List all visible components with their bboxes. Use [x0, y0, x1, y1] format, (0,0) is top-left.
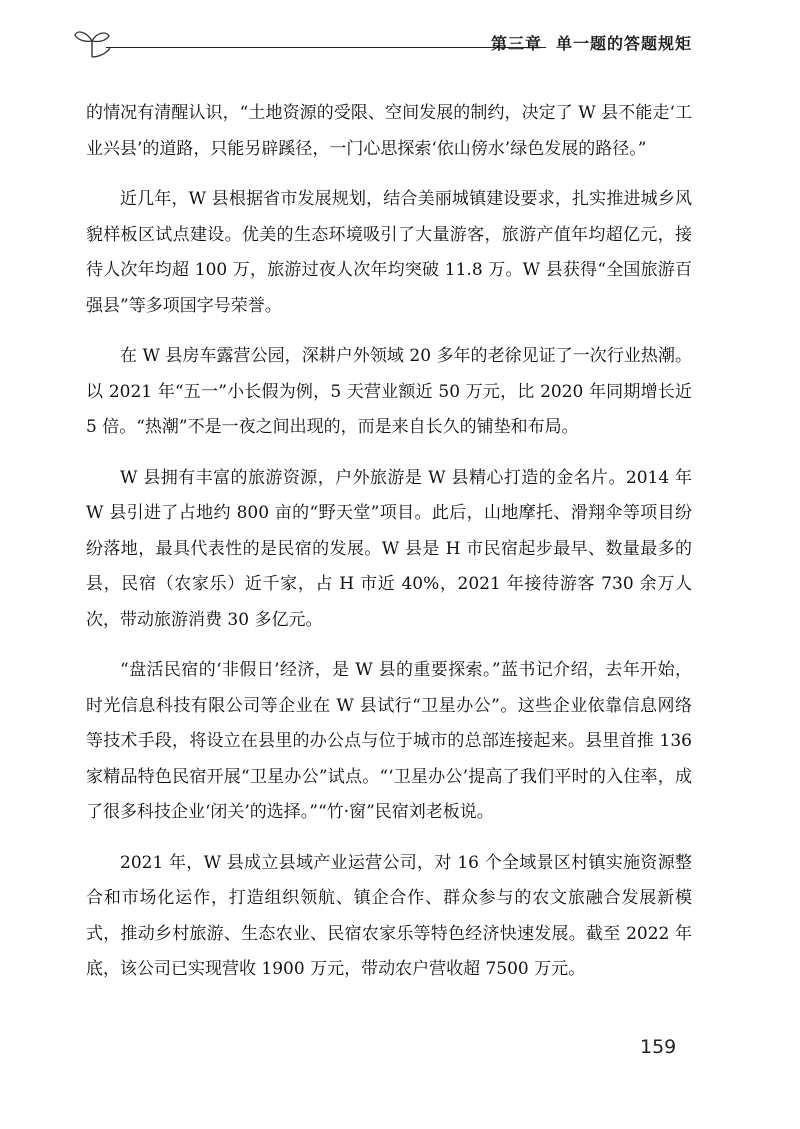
paragraph: 在 W 县房车露营公园，深耕户外领域 20 多年的老徐见证了一次行业热潮。以 2021 年“五一”小长假为例，5 天营业额近 50 万元，比 2020 年同期增长近 5 倍。“热潮”不是一夜之间出现的，而是来自长久的铺垫和布局。	[86, 346, 692, 437]
header-divider	[106, 47, 546, 48]
paragraph: “盘活民宿的‘非假日’经济，是 W 县的重要探索。”蓝书记介绍，去年开始，时光信息科技有限公司等企业在 W 县试行“卫星办公”。这些企业依靠信息网络等技术手段，将设立在县里的办公点与位于城市的总部连接起来。县里首推 136 家精品特色民宿开展“卫星办公”试点。“‘卫星办公’提高了我们平时的入住率，成了很多科技企业‘闭关’的选择。”“竹·窗”民宿刘老板说。	[86, 660, 692, 822]
chapter-title: 单一题的答题规矩	[555, 34, 692, 53]
body-text	[86, 96, 692, 1003]
sprout-icon	[72, 26, 112, 60]
running-header	[491, 31, 692, 54]
paragraph: 2021 年，W 县成立县域产业运营公司，对 16 个全域景区村镇实施资源整合和市场化运作，打造组织领航、镇企合作、群众参与的农文旅融合发展新模式，推动乡村旅游、生态农业、民宿农家乐等特色经济快速发展。截至 2022 年底，该公司已实现营收 1900 万元，带动农户营收超 7500 万元。	[86, 852, 692, 979]
page-number: 159	[640, 1036, 677, 1058]
paragraph: W 县拥有丰富的旅游资源，户外旅游是 W 县精心打造的金名片。2014 年 W 县引进了占地约 800 亩的“野天堂”项目。此后，山地摩托、滑翔伞等项目纷纷落地，最具代表性的是民宿的发展。W 县是 H 市民宿起步最早、数量最多的县，民宿（农家乐）近千家，占 H 市近 40%，2021 年接待游客 730 余万人次，带动旅游消费 30 多亿元。	[86, 467, 692, 630]
paragraph: 的情况有清醒认识，“土地资源的受限、空间发展的制约，决定了 W 县不能走‘工业兴县’的道路，只能另辟蹊径，一门心思探索‘依山傍水’绿色发展的路径。”	[86, 103, 692, 159]
paragraph: 近几年，W 县根据省市发展规划，结合美丽城镇建设要求，扎实推进城乡风貌样板区试点建设。优美的生态环境吸引了大量游客，旅游产值年均超亿元，接待人次年均超 100 万，旅游过夜人次年均突破 11.8 万。W 县获得“全国旅游百强县”等多项国字号荣誉。	[86, 189, 692, 316]
chapter-label: 第三章	[490, 34, 542, 53]
page-header	[72, 26, 692, 66]
